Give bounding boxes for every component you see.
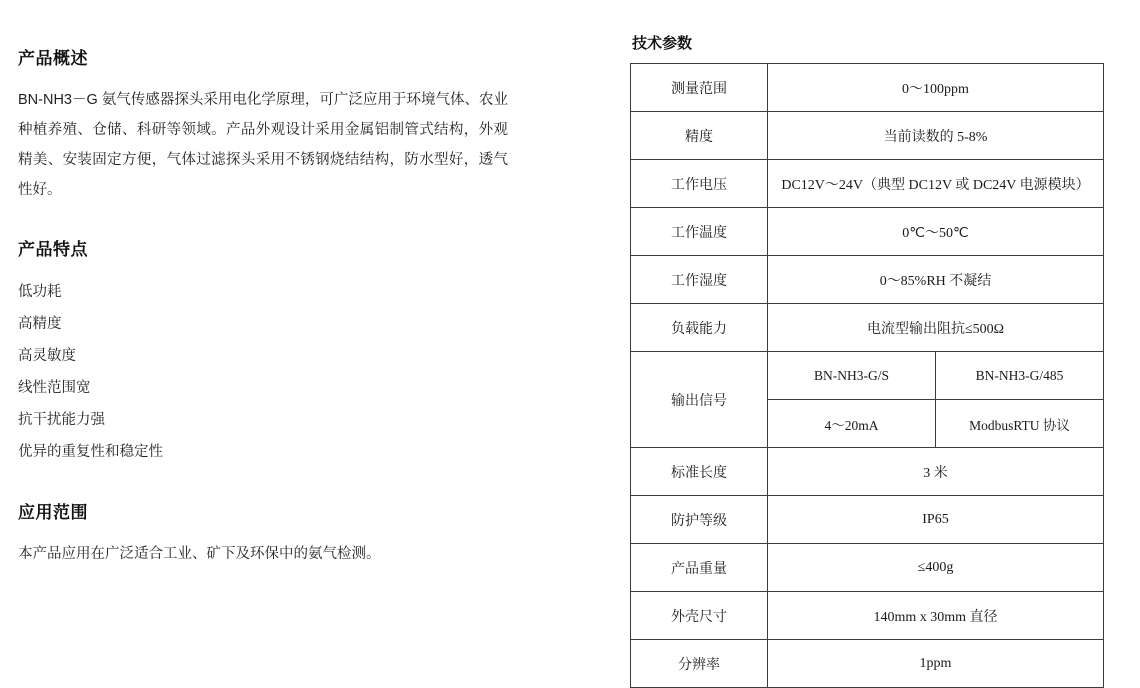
spec-label: 负载能力 xyxy=(631,304,768,352)
table-row xyxy=(631,160,1104,208)
table-row xyxy=(631,640,1104,688)
spec-label: 测量范围 xyxy=(631,64,768,112)
spec-value: 电流型输出阻抗≤500Ω xyxy=(768,304,1104,352)
spec-label: 分辨率 xyxy=(631,640,768,688)
section-product-features xyxy=(18,235,508,468)
table-row xyxy=(631,544,1104,592)
table-row xyxy=(631,448,1104,496)
spec-value: 3 米 xyxy=(768,448,1104,496)
list-item: 优异的重复性和稳定性 xyxy=(18,444,163,460)
spec-label: 工作温度 xyxy=(631,208,768,256)
section-product-overview xyxy=(18,44,508,205)
spec-value: 0～85%RH 不凝结 xyxy=(768,256,1104,304)
spec-label: 工作电压 xyxy=(631,160,768,208)
spec-label: 标准长度 xyxy=(631,448,768,496)
list-item: 低功耗 xyxy=(18,284,62,300)
spec-value: 1ppm xyxy=(768,640,1104,688)
spec-value: 当前读数的 5-8% xyxy=(768,112,1104,160)
output-signal-protocol: ModbusRTU 协议 xyxy=(936,400,1104,448)
table-row xyxy=(631,64,1104,112)
spec-label-output-signal: 输出信号 xyxy=(631,352,768,448)
output-signal-analog: 4～20mA xyxy=(768,400,936,448)
section-application-scope xyxy=(18,498,508,569)
spec-label: 工作湿度 xyxy=(631,256,768,304)
section-body-application: 本产品应用在广泛适合工业、矿下及环保中的氨气检测。 xyxy=(18,546,381,562)
table-row xyxy=(631,208,1104,256)
spec-label: 产品重量 xyxy=(631,544,768,592)
spec-value: DC12V～24V（典型 DC12V 或 DC24V 电源模块） xyxy=(768,160,1104,208)
table-row xyxy=(631,304,1104,352)
feature-list xyxy=(18,276,508,468)
section-title-application: 应用范围 xyxy=(18,503,88,522)
list-item: 线性范围宽 xyxy=(18,380,91,396)
spec-label: 外壳尺寸 xyxy=(631,592,768,640)
table-row xyxy=(631,112,1104,160)
spec-table-title: 技术参数 xyxy=(632,35,693,52)
table-row xyxy=(631,256,1104,304)
spec-label: 精度 xyxy=(631,112,768,160)
spec-value: ≤400g xyxy=(768,544,1104,592)
spec-value: 0℃～50℃ xyxy=(768,208,1104,256)
table-row xyxy=(631,496,1104,544)
spec-label: 防护等级 xyxy=(631,496,768,544)
section-title-features: 产品特点 xyxy=(18,240,88,259)
spec-value: 0～100ppm xyxy=(768,64,1104,112)
list-item: 抗干扰能力强 xyxy=(18,412,105,428)
output-model-485: BN-NH3-G/485 xyxy=(936,352,1104,400)
spec-value: IP65 xyxy=(768,496,1104,544)
list-item: 高灵敏度 xyxy=(18,348,76,364)
section-title-overview: 产品概述 xyxy=(18,49,88,68)
spec-table xyxy=(630,63,1104,688)
spec-value: 140mm x 30mm 直径 xyxy=(768,592,1104,640)
left-content-column xyxy=(18,44,508,569)
output-model-s: BN-NH3-G/S xyxy=(768,352,936,400)
list-item: 高精度 xyxy=(18,316,62,332)
right-spec-column xyxy=(630,32,1104,688)
section-body-overview: BN-NH3－G 氨气传感器探头采用电化学原理，可广泛应用于环境气体、农业种植养殖、仓储、科研等领域。产品外观设计采用金属铝制管式结构，外观精美、安装固定方便，气体过滤探头采用不锈钢烧结结构，防水型好，透气性好。 xyxy=(18,92,508,198)
table-row-output-models xyxy=(631,352,1104,400)
table-row xyxy=(631,592,1104,640)
